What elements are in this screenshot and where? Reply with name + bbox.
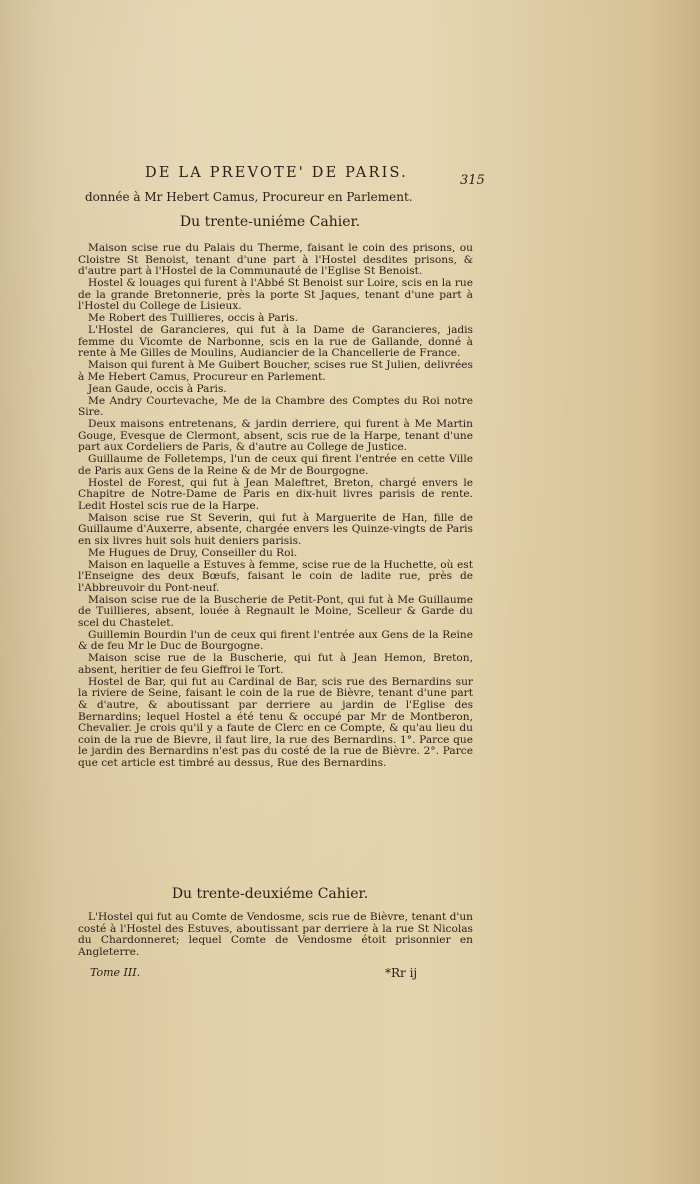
entry: Maison scise rue de la Buscherie, qui fut à Jean Hemon, Breton, absent, heritier de feu Gieffroi le Tort. — [78, 652, 473, 676]
entry: L'Hostel qui fut au Comte de Vendosme, scis rue de Bièvre, tenant d'un costé à l'Hostel des Estuves, aboutissant par derriere à la rue St Nicolas du Chardonneret; lequel Comte de Vendosme étoit prisonnier en Angleterre. — [78, 911, 473, 958]
entry: Deux maisons entretenans, & jardin derriere, qui furent à Me Martin Gouge, Evesque de Clermont, absent, scis rue de la Harpe, tenant d'une part aux Cordeliers de Paris, & d'autre au College de Justice. — [78, 417, 473, 454]
entry: L'Hostel de Garancieres, qui fut à la Dame de Garancieres, jadis femme du Vicomte de Narbonne, scis en la rue de Gallande, donné à rente à Me Gilles de Moulins, Audiancier de la Chancellerie de France. — [78, 324, 473, 360]
entry: Me Robert des Tuillieres, occis à Paris. — [88, 312, 298, 325]
section-heading-32: Du trente-deuxiéme Cahier. — [171, 886, 369, 902]
entry: Maison scise rue St Severin, qui fut à Marguerite de Han, fille de Guillaume d'Auxerre, absente, chargée envers les Quinze-vingts de Paris en six livres huit sols huit deniers parisis. — [78, 511, 473, 547]
entry: Guillemin Bourdin l'un de ceux qui firent l'entrée aux Gens de la Reine & de feu Mr le Duc de Bourgogne. — [78, 628, 473, 653]
continuation-line: donnée à Mr Hebert Camus, Procureur en Parlement. — [85, 190, 413, 204]
entry: Hostel de Bar, qui fut au Cardinal de Bar, scis rue des Bernardins sur la riviere de Seine, faisant le coin de la rue de Bièvre, tenant d'une part & d'autre, & aboutissant par derriere au jardin de l'Eglise des Bernardins; lequel Hostel a été tenu & occupé par Mr de Montberon, Chevalier. Je crois qu'il y a faute de Clerc en ce Compte, & qu'au lieu du coin de la rue de Bievre, il faut lire, la rue des Bernardins. 1°. Parce que le jardin des Bernardins n'est pas du costé de la rue de Bièvre. 2°. Parce que cet article est timbré au dessus, Rue des Bernardins. — [78, 675, 473, 769]
entry: Jean Gaude, occis à Paris. — [88, 382, 227, 395]
entry: Maison en laquelle a Estuves à femme, scise rue de la Huchette, où est l'Enseigne des deux Bœufs, faisant le coin de ladite rue, près de l'Abbreuvoir du Pont-neuf. — [78, 558, 473, 594]
entry: Hostel de Forest, qui fut à Jean Maleftret, Breton, chargé envers le Chapitre de Notre-Dame de Paris en dix-huit livres parisis de rente. Ledit Hostel scis rue de la Harpe. — [78, 476, 473, 512]
entry: Maison scise rue de la Buscherie de Petit-Pont, qui fut à Me Guillaume de Tuillieres, absent, louée à Regnault le Moine, Scelleur & Garde du scel du Chastelet. — [78, 593, 473, 629]
section-31-entries — [78, 243, 473, 770]
section-32-entries — [78, 912, 473, 959]
entry: Hostel & louages qui furent à l'Abbé St Benoist sur Loire, scis en la rue de la grande Bretonnerie, près la porte St Jaques, tenant d'une part à l'Hostel du College de Lisieux. — [78, 277, 474, 313]
entry: Me Hugues de Druy, Conseiller du Roi. — [88, 546, 298, 559]
page-number: 315 — [460, 173, 485, 188]
running-head: DE LA PREVOTE' DE PARIS. — [145, 165, 408, 181]
entry: Maison scise rue du Palais du Therme, faisant le coin des prisons, ou Cloistre St Benoist, tenant d'une part à l'Hostel desdites prisons, & d'autre part à l'Hostel de la Communauté de l'Eglise St Benoist. — [78, 242, 473, 278]
entry: Guillaume de Folletemps, l'un de ceux qui firent l'entrée en cette Ville de Paris aux Gens de la Reine & de Mr de Bourgogne. — [78, 453, 473, 477]
entry: Maison qui furent à Me Guibert Boucher, scises rue St Julien, delivrées à Me Hebert Camus, Procureur en Parlement. — [78, 359, 473, 383]
volume-mark: Tome III. — [90, 966, 141, 979]
signature-mark: *Rr ij — [385, 966, 418, 980]
section-heading-31: Du trente-uniéme Cahier. — [179, 214, 361, 230]
entry: Me Andry Courtevache, Me de la Chambre des Comptes du Roi notre Sire. — [78, 394, 473, 419]
